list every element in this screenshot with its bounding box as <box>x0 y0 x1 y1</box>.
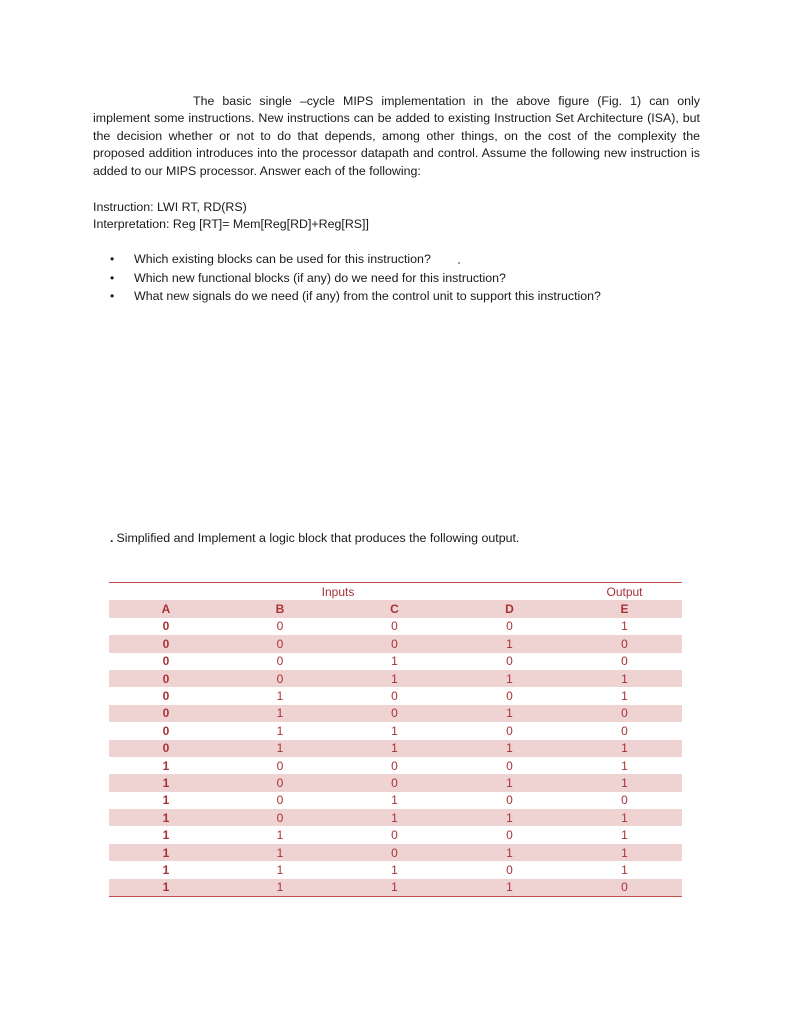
cell-e: 1 <box>567 670 682 687</box>
stray-dot <box>458 262 460 264</box>
cell-a: 1 <box>162 758 170 773</box>
cell-c: 0 <box>391 689 398 704</box>
cell-a: 0 <box>162 654 170 669</box>
cell-b: 1 <box>276 828 284 843</box>
table-row <box>109 826 682 843</box>
cell-e: 0 <box>621 723 628 738</box>
cell-d: 0 <box>506 689 513 704</box>
question-text: Which new functional blocks (if any) do we need for this instruction? <box>134 270 506 285</box>
cell-b: 0 <box>276 619 284 634</box>
table-row <box>109 635 682 652</box>
cell-e: 0 <box>567 879 682 897</box>
table-row <box>109 670 682 687</box>
list-item <box>110 250 601 269</box>
cell-b: 0 <box>223 809 337 826</box>
cell-c: 0 <box>337 705 452 722</box>
cell-c: 0 <box>391 828 398 843</box>
cell-e: 1 <box>621 862 628 877</box>
cell-b: 0 <box>276 654 284 669</box>
instruction-block <box>93 199 369 234</box>
cell-c: 0 <box>337 844 452 861</box>
cell-c: 0 <box>391 619 398 634</box>
cell-c: 1 <box>391 793 398 808</box>
cell-e: 0 <box>621 793 628 808</box>
cell-d: 1 <box>452 635 567 652</box>
cell-b: 1 <box>223 740 337 757</box>
table-row <box>109 792 682 809</box>
table-row <box>109 861 682 878</box>
truth-table <box>109 582 682 897</box>
cell-a: 0 <box>162 619 170 634</box>
cell-a: 1 <box>109 809 223 826</box>
cell-b: 1 <box>276 689 284 704</box>
cell-b: 0 <box>276 758 284 773</box>
cell-a: 1 <box>109 844 223 861</box>
question-text: What new signals do we need (if any) from the control unit to support this instruction? <box>134 289 601 303</box>
table-row <box>109 705 682 722</box>
cell-d: 1 <box>452 809 567 826</box>
cell-c: 1 <box>337 740 452 757</box>
table-row <box>109 740 682 757</box>
cell-d: 1 <box>452 844 567 861</box>
table-row <box>109 687 682 704</box>
bullet-icon: • <box>110 289 115 303</box>
inputs-group-label: Inputs <box>109 583 567 601</box>
cell-a: 0 <box>109 705 223 722</box>
cell-c: 1 <box>391 654 398 669</box>
cell-b: 0 <box>223 670 337 687</box>
cell-e: 1 <box>621 828 628 843</box>
cell-a: 0 <box>109 740 223 757</box>
table-row <box>109 722 682 739</box>
cell-b: 1 <box>223 879 337 897</box>
cell-a: 0 <box>109 635 223 652</box>
cell-d: 0 <box>506 828 513 843</box>
cell-e: 0 <box>567 635 682 652</box>
cell-c: 1 <box>337 809 452 826</box>
cell-c: 1 <box>337 670 452 687</box>
cell-b: 1 <box>223 844 337 861</box>
cell-d: 0 <box>506 723 513 738</box>
cell-e: 1 <box>621 619 628 634</box>
cell-d: 1 <box>452 879 567 897</box>
cell-b: 1 <box>276 862 284 877</box>
cell-b: 0 <box>223 774 337 791</box>
cell-b: 0 <box>223 635 337 652</box>
instruction-line: Instruction: LWI RT, RD(RS) <box>93 200 247 214</box>
cell-d: 0 <box>506 862 513 877</box>
cell-b: 1 <box>223 705 337 722</box>
group-header-row <box>109 583 682 601</box>
list-item <box>110 269 601 288</box>
task-text: Simplified and Implement a logic block that produces the following output. <box>116 531 520 545</box>
cell-c: 0 <box>391 758 398 773</box>
table-row <box>109 879 682 897</box>
cell-e: 1 <box>621 758 628 773</box>
question-list <box>110 250 601 306</box>
cell-b: 0 <box>276 793 284 808</box>
cell-d: 0 <box>506 654 513 669</box>
cell-a: 1 <box>109 879 223 897</box>
cell-a: 1 <box>162 793 170 808</box>
list-item <box>110 287 601 306</box>
cell-a: 0 <box>109 670 223 687</box>
column-header-row <box>109 600 682 617</box>
output-group-label: Output <box>567 583 682 601</box>
table-row <box>109 653 682 670</box>
cell-d: 0 <box>506 619 513 634</box>
column-header-a: A <box>109 600 223 617</box>
cell-d: 0 <box>506 758 513 773</box>
cell-a: 1 <box>162 862 170 877</box>
question-text: Which existing blocks can be used for this instruction? <box>134 252 431 266</box>
cell-d: 1 <box>452 774 567 791</box>
cell-d: 0 <box>506 793 513 808</box>
table-row <box>109 757 682 774</box>
bullet-icon: • <box>110 252 115 266</box>
cell-e: 1 <box>567 774 682 791</box>
cell-d: 1 <box>452 670 567 687</box>
intro-paragraph: The basic single –cycle MIPS implementation in the above figure (Fig. 1) can only implement some instructions. New instructions can be added to existing Instruction Set Architecture (ISA), but the decision whether or not to do that depends, among other things, on the cost of the complexity the proposed addition introduces into the processor datapath and control. Assume the following new instruction is added to our MIPS processor. Answer each of the following: <box>93 94 700 178</box>
table-row <box>109 809 682 826</box>
cell-e: 1 <box>621 689 628 704</box>
cell-e: 1 <box>567 740 682 757</box>
cell-e: 1 <box>567 844 682 861</box>
cell-c: 0 <box>337 635 452 652</box>
cell-a: 0 <box>162 689 170 704</box>
cell-a: 0 <box>162 723 170 738</box>
cell-e: 0 <box>621 654 628 669</box>
cell-e: 1 <box>567 809 682 826</box>
cell-d: 1 <box>452 740 567 757</box>
cell-c: 1 <box>391 862 398 877</box>
column-header-e: E <box>567 600 682 617</box>
bullet-icon: • <box>110 270 115 285</box>
cell-c: 1 <box>391 723 398 738</box>
task-lead-dot: . <box>110 531 114 545</box>
table-row <box>109 844 682 861</box>
interpretation-line: Interpretation: Reg [RT]= Mem[Reg[RD]+Reg[RS]] <box>93 217 369 232</box>
cell-c: 0 <box>337 774 452 791</box>
table-row <box>109 774 682 791</box>
cell-a: 1 <box>109 774 223 791</box>
table-row <box>109 618 682 635</box>
cell-c: 1 <box>337 879 452 897</box>
cell-d: 1 <box>452 705 567 722</box>
column-header-d: D <box>452 600 567 617</box>
cell-e: 0 <box>567 705 682 722</box>
column-header-c: C <box>337 600 452 617</box>
task-heading <box>110 530 519 547</box>
cell-a: 1 <box>162 828 170 843</box>
cell-b: 1 <box>276 723 284 738</box>
column-header-b: B <box>223 600 337 617</box>
